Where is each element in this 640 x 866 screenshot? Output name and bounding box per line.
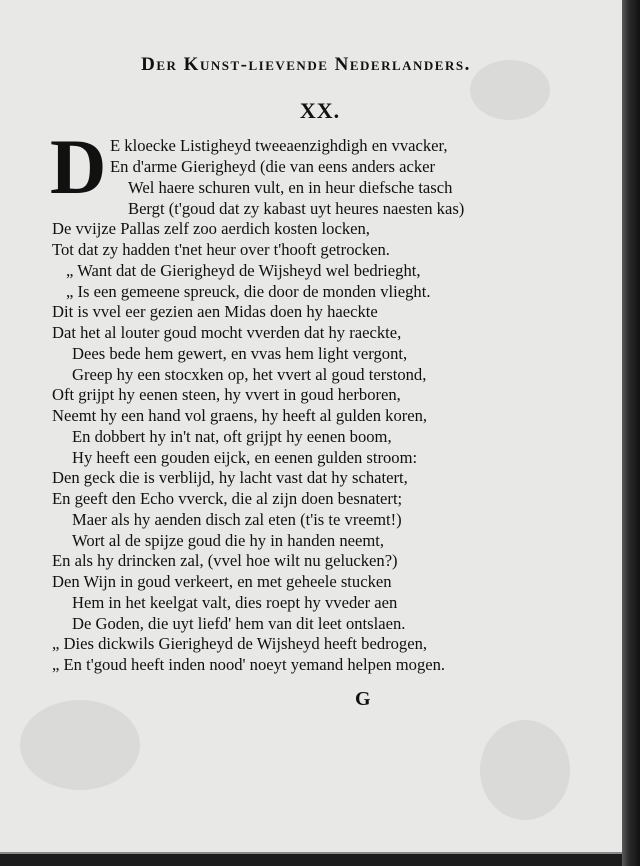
poem-line: Tot dat zy hadden t'net heur over t'hooft getrocken. [52, 240, 390, 259]
poem-line: Den Wijn in goud verkeert, en met geheele stucken [52, 572, 392, 591]
running-header: Der Kunst-lievende Nederlanders. [141, 54, 471, 75]
poem-line: Den geck die is verblijd, hy lacht vast dat hy schatert, [52, 468, 408, 487]
paper-stain [480, 720, 570, 820]
poem-line: „ Want dat de Gierigheyd de Wijsheyd wel bedrieght, [66, 261, 421, 280]
poem-line: Oft grijpt hy eenen steen, hy vvert in goud herboren, [52, 385, 401, 404]
catchword: G [355, 688, 371, 710]
poem-line: Dit is vvel eer gezien aen Midas doen hy haeckte [52, 302, 378, 321]
poem-line: „ Dies dickwils Gierigheyd de Wijsheyd heeft bedrogen, [52, 634, 428, 653]
poem-line: En geeft den Echo vverck, die al zijn doen besnatert; [52, 489, 403, 508]
poem-line: Wel haere schuren vult, en in heur diefsche tasch [128, 178, 453, 197]
poem-line: Greep hy een stocxken op, het vvert al goud terstond, [72, 365, 427, 384]
poem-line: Dat het al louter goud mocht vverden dat hy raeckte, [52, 323, 402, 342]
page-edge [622, 0, 640, 866]
poem-line: En d'arme Gierigheyd (die van eens anders acker [110, 157, 436, 176]
poem-line: En als hy drincken zal, (vvel hoe wilt nu gelucken?) [52, 551, 398, 570]
poem-line: Hy heeft een gouden eijck, en eenen gulden stroom: [72, 448, 418, 467]
poem-line: Maer als hy aenden disch zal eten (t'is te vreemt!) [72, 510, 402, 529]
poem-line: De vvijze Pallas zelf zoo aerdich kosten locken, [52, 219, 370, 238]
paper-stain [20, 700, 140, 790]
poem-line: Dees bede hem gewert, en vvas hem light vergont, [72, 344, 408, 363]
poem-line: Bergt (t'goud dat zy kabast uyt heures naesten kas) [128, 199, 465, 218]
poem-line: E kloecke Listigheyd tweeaenzighdigh en vvacker, [110, 136, 448, 155]
poem-line: En dobbert hy in't nat, oft grijpt hy eenen boom, [72, 427, 392, 446]
drop-cap: D [50, 123, 107, 210]
poem-line: Hem in het keelgat valt, dies roept hy vveder aen [72, 593, 398, 612]
poem-line: De Goden, die uyt liefd' hem van dit leet ontslaen. [72, 614, 406, 633]
poem-number: XX. [299, 98, 341, 123]
poem-line: Wort al de spijze goud die hy in handen neemt, [72, 531, 385, 550]
poem-line: Neemt hy een hand vol graens, hy heeft al gulden koren, [52, 406, 428, 425]
poem-line: „ Is een gemeene spreuck, die door de monden vlieght. [66, 282, 431, 301]
poem-line: „ En t'goud heeft inden nood' noeyt yemand helpen mogen. [52, 655, 446, 674]
